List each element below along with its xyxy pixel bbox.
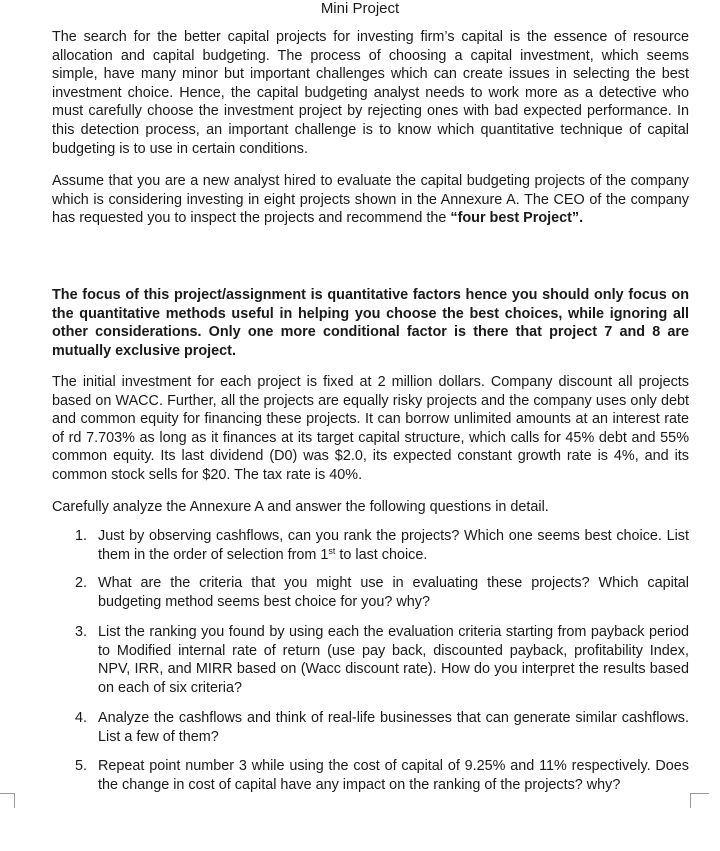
question-number: 1. <box>75 528 88 544</box>
question-text <box>98 527 689 564</box>
margin-corner-mark-right <box>690 793 709 808</box>
question-text: List the ranking you found by using each the evaluation criteria starting from payback period to Modified internal rate of return (use pay back, discounted payback, profitability Index, NPV, IRR, and MIRR based on (Wacc discount rate). How do you interpret the results based on each of six criteria? <box>98 624 689 696</box>
focus-paragraph: The focus of this project/assignment is quantitative factors hence you should only focus on the quantitative methods useful in helping you choose the best choices, while ignoring all other considerations. Only one more conditional factor is there that project 7 and 8 are mutually exclusive project. <box>52 287 689 359</box>
four-best-project-emphasis: “four best Project”. <box>450 210 584 227</box>
question-text: What are the criteria that you might use in evaluating these projects? Which capital budgeting method seems best choice for you? why? <box>98 575 689 610</box>
question-number: 4. <box>75 710 88 726</box>
question-text-part: to last choice. <box>335 546 428 563</box>
assignment-paragraph-text: Assume that you are a new analyst hired to evaluate the capital budgeting projects of the company which is considering investing in eight projects shown in the Annexure A. The CEO of the company has requested you to inspect the projects and recommend the <box>52 173 689 227</box>
question-number: 2. <box>75 575 88 591</box>
ordinal-superscript: st <box>328 545 336 556</box>
assignment-paragraph <box>52 172 689 228</box>
question-text: Repeat point number 3 while using the cost of capital of 9.25% and 11% respectively. Does the change in cost of capital have any impact on the ranking of the projects? why? <box>98 758 689 793</box>
question-number: 5. <box>75 758 88 774</box>
margin-corner-mark-left <box>0 793 15 808</box>
instructions-paragraph: Carefully analyze the Annexure A and answer the following questions in detail. <box>52 499 549 515</box>
document-title: Mini Project <box>320 0 400 17</box>
investment-details-paragraph: The initial investment for each project is fixed at 2 million dollars. Company discount all projects based on WACC. Further, all the projects are equally risky projects and the company uses only debt and common equity for financing these projects. It can borrow unlimited amounts at an interest rate of rd 7.703% as long as it finances at its target capital structure, which calls for 45% debt and 55% common equity. Its last dividend (D0) was $2.0, its expected constant growth rate is 4%, and its common stock sells for $20. The tax rate is 40%. <box>52 374 689 483</box>
intro-paragraph: The search for the better capital projects for investing firm’s capital is the essence of resource allocation and capital budgeting. The process of choosing a capital investment, which seems simple, have many minor but important challenges which can create issues in selecting the best investment choice. Hence, the capital budgeting analyst needs to work more as a detective who must carefully choose the investment project by rejecting ones with bad expected performance. In this detection process, an important challenge is to know which quantitative technique of capital budgeting is to use in certain conditions. <box>52 29 689 157</box>
question-text-part: Just by observing cashflows, can you rank the projects? Which one seems best choice. List them in the order of selection from 1 <box>98 528 689 563</box>
question-number: 3. <box>75 624 88 640</box>
question-text: Analyze the cashflows and think of real-life businesses that can generate similar cashflows. List a few of them? <box>98 710 689 745</box>
